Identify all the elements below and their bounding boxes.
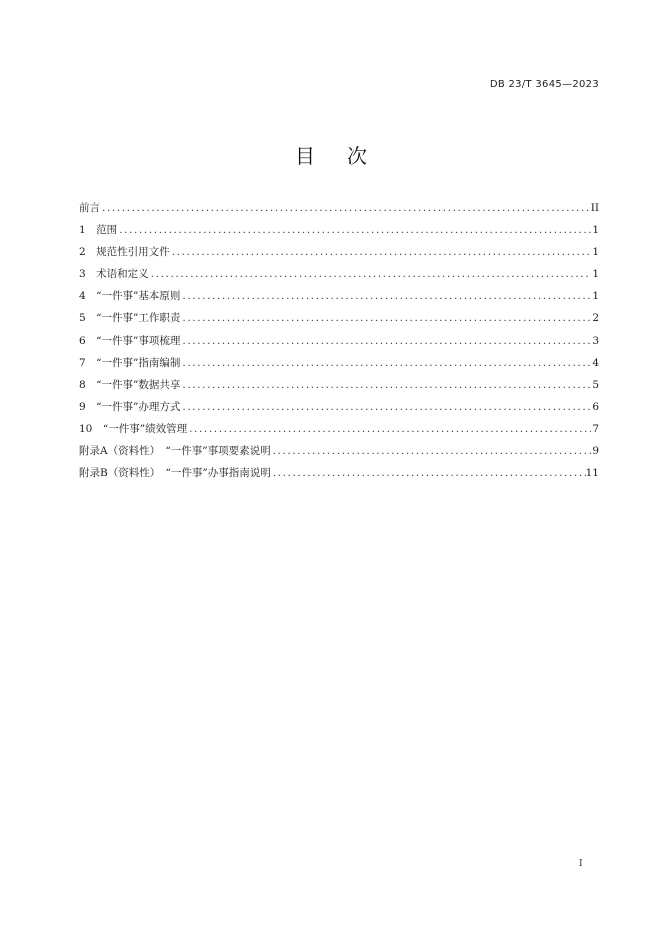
toc-leader-dots	[180, 401, 591, 413]
toc-leader-dots	[180, 312, 591, 324]
toc-entry-label: 6 “一件事”事项梳理	[79, 334, 181, 347]
toc-leader-dots	[180, 335, 591, 347]
toc-entry-foreword[interactable]	[79, 200, 599, 222]
toc-entry-appendix-a[interactable]	[79, 443, 599, 465]
toc-leader-dots	[117, 224, 591, 236]
toc-entry-page: 3	[592, 334, 599, 347]
table-of-contents	[79, 200, 599, 487]
toc-entry-page: 6	[592, 400, 599, 413]
toc-entry-responsibilities[interactable]	[79, 310, 599, 332]
toc-entry-label: 附录A（资料性） “一件事”事项要素说明	[79, 445, 271, 458]
toc-entry-performance-management[interactable]	[79, 421, 599, 443]
toc-entry-terms[interactable]	[79, 266, 599, 288]
toc-entry-scope[interactable]	[79, 222, 599, 244]
toc-entry-label: 10 “一件事”绩效管理	[79, 422, 188, 435]
toc-entry-label: 8 “一件事”数据共享	[79, 378, 181, 391]
toc-entry-label: 2 规范性引用文件	[79, 246, 170, 259]
toc-entry-appendix-b[interactable]	[79, 465, 599, 487]
toc-entry-label: 5 “一件事”工作职责	[79, 312, 181, 325]
toc-leader-dots	[149, 268, 591, 280]
toc-entry-page: 9	[592, 445, 599, 458]
toc-entry-principles[interactable]	[79, 288, 599, 310]
toc-leader-dots	[271, 467, 586, 479]
page-number: I	[579, 859, 583, 869]
toc-title: 目次	[295, 144, 399, 168]
toc-leader-dots	[170, 246, 591, 258]
toc-entry-label: 7 “一件事”指南编制	[79, 356, 181, 369]
toc-entry-page: 11	[585, 467, 599, 480]
toc-entry-label: 3 术语和定义	[79, 268, 149, 281]
toc-entry-page: 7	[592, 422, 599, 435]
toc-leader-dots	[100, 202, 591, 214]
toc-entry-data-sharing[interactable]	[79, 377, 599, 399]
toc-leader-dots	[180, 357, 591, 369]
toc-entry-label: 1 范围	[79, 224, 118, 237]
toc-leader-dots	[271, 445, 591, 457]
toc-entry-page: 1	[592, 268, 599, 281]
toc-leader-dots	[187, 423, 591, 435]
toc-entry-guide-compilation[interactable]	[79, 355, 599, 377]
toc-entry-label: 4 “一件事”基本原则	[79, 290, 181, 303]
toc-entry-page: 5	[592, 378, 599, 391]
toc-entry-page: 4	[592, 356, 599, 369]
toc-leader-dots	[180, 290, 591, 302]
toc-entry-page: 1	[592, 224, 599, 237]
toc-entry-page: II	[590, 202, 599, 214]
toc-leader-dots	[180, 379, 591, 391]
toc-entry-item-sorting[interactable]	[79, 333, 599, 355]
toc-entry-handling-methods[interactable]	[79, 399, 599, 421]
toc-entry-label: 9 “一件事”办理方式	[79, 400, 181, 413]
toc-entry-page: 1	[592, 290, 599, 303]
toc-entry-label: 附录B（资料性） “一件事”办事指南说明	[79, 467, 271, 480]
document-code: DB 23/T 3645—2023	[489, 79, 599, 90]
toc-entry-normative-references[interactable]	[79, 244, 599, 266]
toc-entry-page: 2	[592, 312, 599, 325]
toc-entry-page: 1	[592, 246, 599, 259]
toc-entry-label: 前言	[79, 202, 100, 214]
